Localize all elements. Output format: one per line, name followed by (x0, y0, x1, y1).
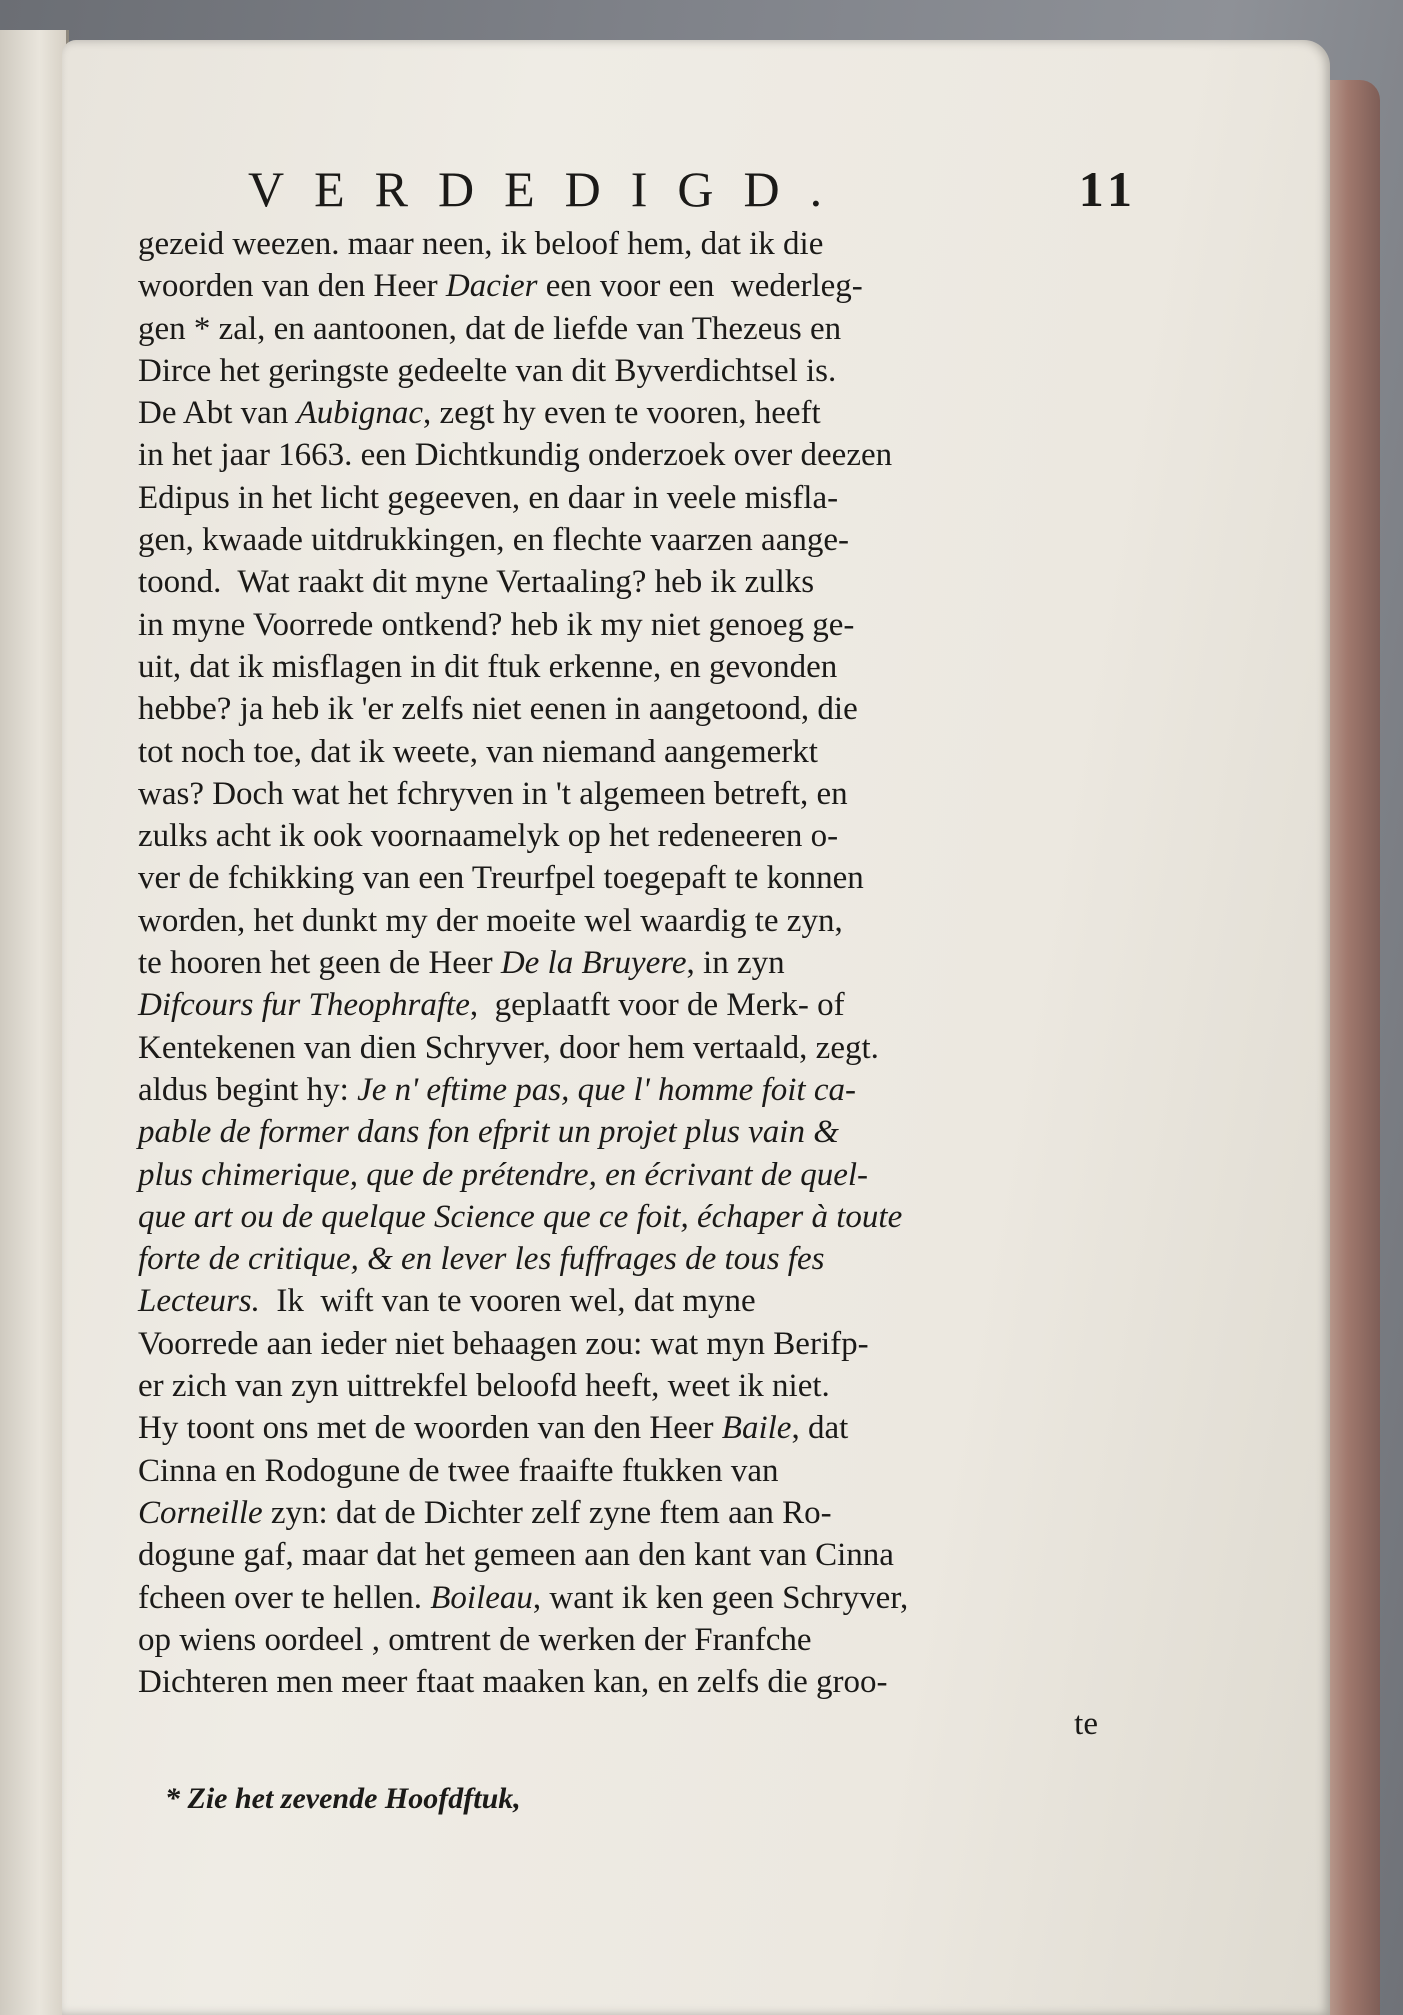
footnote: * Zie het zevende Hoofdftuk, (165, 1782, 521, 1815)
text-line (138, 731, 1098, 773)
text-line (138, 1365, 1098, 1407)
roman-text: op wiens oordeel , omtrent de werken der Franfche (138, 1621, 812, 1658)
roman-text: woorden van den Heer (138, 268, 446, 305)
italic-text: De la Bruyere (500, 945, 687, 982)
text-line (138, 773, 1098, 815)
roman-text: Dirce het geringste gedeelte van dit Byverdichtsel is. (138, 352, 837, 389)
text-line (138, 1069, 1098, 1111)
text-line (138, 519, 1098, 561)
text-line (138, 900, 1098, 942)
text-line (138, 1027, 1098, 1069)
roman-text: gezeid weezen. maar neen, ik beloof hem, dat ik die (138, 226, 824, 262)
roman-text: zyn: dat de Dichter zelf zyne ftem aan Ro- (262, 1494, 832, 1531)
italic-text: Aubignac (296, 395, 424, 432)
text-line (138, 857, 1098, 899)
body-text (138, 223, 1098, 1745)
text-line (138, 1577, 1098, 1619)
text-line (138, 1661, 1098, 1703)
italic-text: forte de critique, & en lever les fuffrages de tous fes (138, 1241, 825, 1278)
italic-text: pable de former dans fon efprit un projet plus vain & (138, 1114, 839, 1151)
text-line (138, 942, 1098, 984)
text-line (138, 223, 1098, 265)
italic-text: Boileau (430, 1579, 533, 1616)
roman-text: ver de fchikking van een Treurfpel toegepaft te konnen (138, 860, 864, 897)
text-lines (138, 223, 1098, 1703)
roman-text: Edipus in het licht gegeeven, en daar in veele misfla- (138, 479, 839, 516)
page-header (248, 160, 1138, 218)
text-line (138, 646, 1098, 688)
roman-text: Dichteren men meer ftaat maaken kan, en zelfs die groo- (138, 1664, 888, 1701)
text-line (138, 984, 1098, 1026)
roman-text: was? Doch wat het fchryven in 't algemeen betreft, en (138, 775, 848, 812)
text-line (138, 1280, 1098, 1322)
italic-text: Baile (721, 1410, 792, 1447)
text-line (138, 1154, 1098, 1196)
italic-text: plus chimerique, que de prétendre, en écrivant de quel- (138, 1156, 869, 1193)
roman-text: Kentekenen van dien Schryver, door hem vertaald, zegt. (138, 1029, 879, 1066)
roman-text: Ik wift van te vooren wel, dat myne (259, 1283, 756, 1320)
roman-text: fcheen over te hellen. (138, 1579, 431, 1616)
text-line (138, 688, 1098, 730)
roman-text: dogune gaf, maar dat het gemeen aan den kant van Cinna (138, 1537, 894, 1574)
text-line (138, 308, 1098, 350)
text-line (138, 434, 1098, 476)
text-line (138, 1238, 1098, 1280)
italic-text: Corneille (138, 1494, 263, 1531)
italic-text: Dacier (445, 268, 538, 305)
text-line (138, 1196, 1098, 1238)
text-line (138, 1323, 1098, 1365)
roman-text: , dat (791, 1410, 849, 1447)
roman-text: , geplaatft voor de Merk- of (469, 987, 845, 1024)
roman-text: uit, dat ik misflagen in dit ftuk erkenne, en gevonden (138, 648, 838, 685)
roman-text: in myne Voorrede ontkend? heb ik my niet genoeg ge- (138, 606, 855, 643)
roman-text: Voorrede aan ieder niet behaagen zou: wat myn Berifp- (138, 1325, 869, 1362)
roman-text: gen * zal, en aantoonen, dat de liefde van Thezeus en (138, 310, 842, 347)
page-number: 11 (1078, 161, 1138, 217)
text-line (138, 1619, 1098, 1661)
text-line (138, 392, 1098, 434)
text-line (138, 604, 1098, 646)
roman-text: De Abt van (138, 395, 297, 432)
text-line (138, 265, 1098, 307)
text-line (138, 1111, 1098, 1153)
text-line (138, 561, 1098, 603)
catchword: te (1074, 1706, 1098, 1743)
roman-text: aldus begint hy: (138, 1071, 358, 1108)
roman-text: er zich van zyn uittrekfel beloofd heeft, weet ik niet. (138, 1368, 830, 1405)
roman-text: hebbe? ja heb ik 'er zelfs niet eenen in aangetoond, die (138, 691, 858, 728)
roman-text: Hy toont ons met de woorden van den Heer (138, 1410, 722, 1447)
text-line (138, 815, 1098, 857)
text-line (138, 1492, 1098, 1534)
italic-text: Je n' eftime pas, que l' homme foit ca- (357, 1071, 856, 1108)
roman-text: , in zyn (686, 945, 785, 982)
roman-text: zulks acht ik ook voornaamelyk op het redeneeren o- (138, 818, 839, 855)
roman-text: , zegt hy even te vooren, heeft (423, 395, 821, 432)
roman-text: tot noch toe, dat ik weete, van niemand aangemerkt (138, 733, 818, 770)
text-line (138, 477, 1098, 519)
roman-text: een voor een wederleg- (537, 268, 863, 305)
italic-text: Difcours fur Theophrafte (138, 987, 470, 1024)
running-title: VERDEDIGD. (248, 161, 853, 217)
text-line (138, 1450, 1098, 1492)
italic-text: que art ou de quelque Science que ce foit, échaper à toute (138, 1198, 903, 1235)
roman-text: worden, het dunkt my der moeite wel waardig te zyn, (138, 902, 843, 939)
roman-text: , want ik ken geen Schryver, (532, 1579, 909, 1616)
facing-page-edge (0, 30, 69, 2015)
roman-text: Cinna en Rodogune de twee fraaifte ftukken van (138, 1452, 779, 1489)
text-line (138, 350, 1098, 392)
text-line (138, 1407, 1098, 1449)
italic-text: Lecteurs. (138, 1283, 260, 1320)
roman-text: te hooren het geen de Heer (138, 945, 501, 982)
roman-text: gen, kwaade uitdrukkingen, en flechte vaarzen aange- (138, 522, 849, 559)
roman-text: in het jaar 1663. een Dichtkundig onderzoek over deezen (138, 437, 893, 474)
roman-text: toond. Wat raakt dit myne Vertaaling? heb ik zulks (138, 564, 815, 601)
text-line (138, 1534, 1098, 1576)
